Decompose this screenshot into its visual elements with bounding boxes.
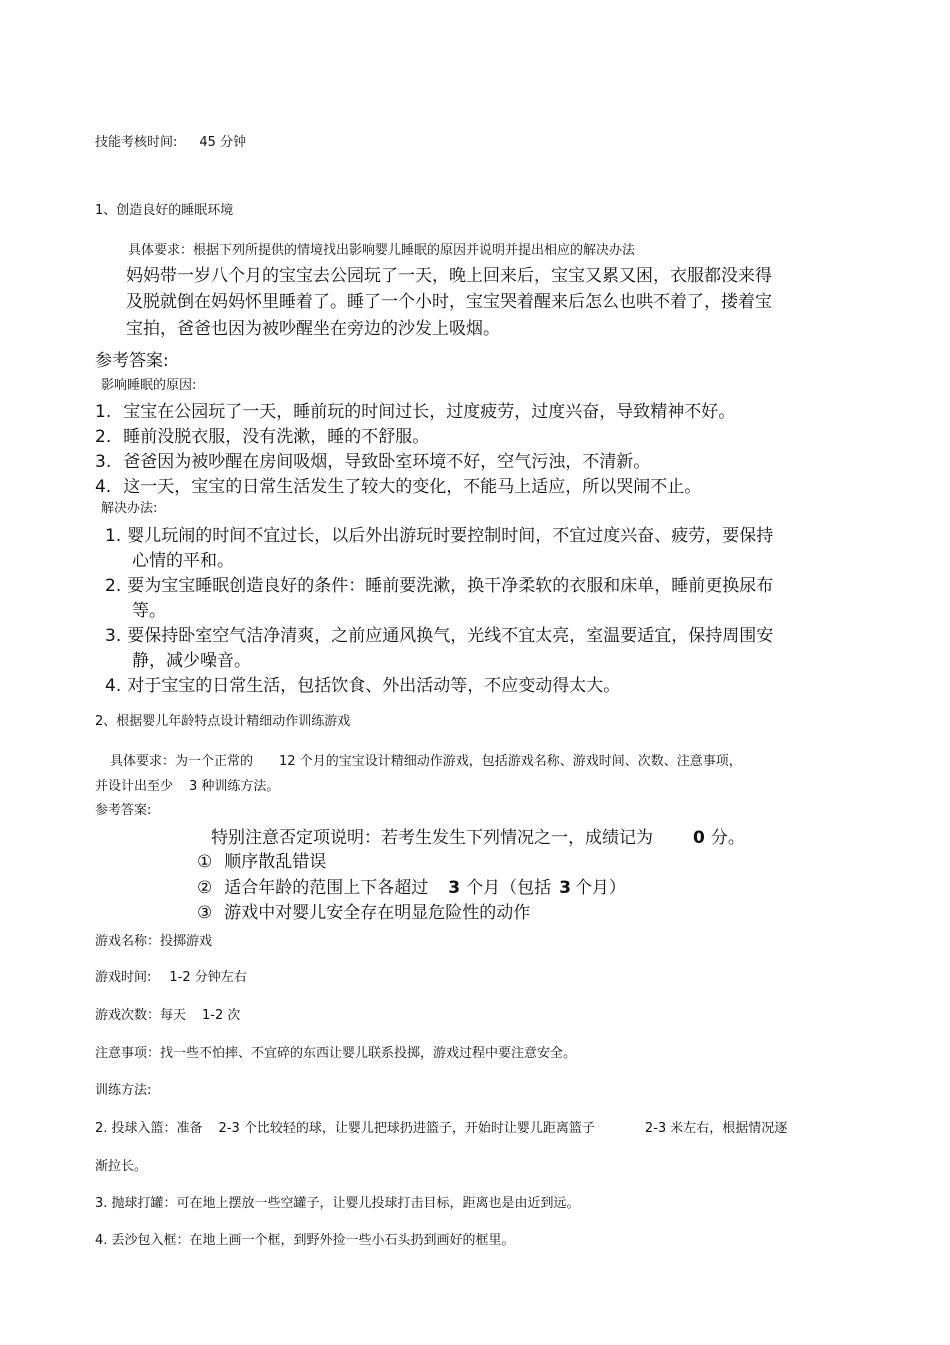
solution-item	[105, 671, 620, 696]
exam-time-line	[95, 131, 246, 150]
answer-heading: 参考答案:	[95, 803, 152, 818]
method-item	[95, 1117, 787, 1136]
game-count	[95, 1004, 240, 1023]
task2-requirement	[110, 750, 742, 769]
negation-item	[197, 898, 530, 923]
negation-text: 顺序散乱错误	[224, 852, 327, 872]
negation-item	[197, 873, 626, 898]
scenario-line: 妈妈带一岁八个月的宝宝去公园玩了一天，晚上回来后，宝宝又累又困，衣服都没来得	[126, 266, 772, 286]
method-item: 3. 抛球打罐：可在地上摆放一些空罐子，让婴儿投球打击目标，距离也是由近到远。	[95, 1196, 580, 1211]
cause-text: 宝宝在公园玩了一天，睡前玩的时间过长，过度疲劳，过度兴奋，导致精神不好。	[123, 402, 736, 422]
cause-number: 1.	[95, 402, 112, 422]
method-continuation: 渐拉长。	[95, 1159, 148, 1174]
negation-text: 个月（包括	[466, 878, 552, 898]
cause-item	[95, 447, 650, 472]
solution-text: 对于宝宝的日常生活，包括饮食、外出活动等，不应变动得太大。	[127, 676, 621, 696]
circled-number: ③	[197, 903, 213, 923]
solution-continuation: 心情的平和。	[132, 551, 234, 571]
task1-title: 1、创造良好的睡眠环境	[95, 203, 234, 218]
task2-requirement-cont	[95, 775, 279, 794]
field-value: 1-2 分钟左右	[169, 970, 247, 985]
solution-item	[105, 571, 773, 596]
requirement-text: 具体要求：为一个正常的	[110, 754, 254, 769]
field-value: 1-2 次	[202, 1008, 241, 1023]
negation-text: 适合年龄的范围上下各超过	[224, 878, 429, 898]
solution-text: 要保持卧室空气洁净清爽，之前应通风换气，光线不宜太亮，室温要适宜，保持周围安	[127, 626, 774, 646]
scenario-line: 及脱就倒在妈妈怀里睡着了。睡了一个小时，宝宝哭着醒来后怎么也哄不着了，搂着宝	[126, 292, 772, 312]
answer-heading: 参考答案:	[95, 351, 169, 371]
solution-continuation: 等。	[132, 601, 166, 621]
solution-continuation: 静，减少噪音。	[132, 651, 251, 671]
cause-text: 这一天，宝宝的日常生活发生了较大的变化，不能马上适应，所以哭闹不止。	[123, 477, 702, 497]
solution-number: 1.	[105, 526, 122, 546]
solution-text: 要为宝宝睡眠创造良好的条件：睡前要洗漱，换干净柔软的衣服和床单，睡前更换尿布	[127, 576, 774, 596]
solutions-heading: 解决办法:	[101, 501, 158, 516]
task2-title: 2、根据婴儿年龄特点设计精细动作训练游戏	[95, 714, 351, 729]
solution-item	[105, 621, 773, 646]
solution-item	[105, 521, 773, 546]
requirement-text: 3 种训练方法。	[189, 779, 280, 794]
causes-heading: 影响睡眠的原因:	[101, 378, 197, 393]
circled-number: ②	[197, 878, 213, 898]
negation-note	[211, 823, 745, 848]
exam-time-value: 45 分钟	[199, 135, 247, 150]
negation-text: 游戏中对婴儿安全存在明显危险性的动作	[224, 903, 531, 923]
method-text: 2. 投球入篮：准备	[95, 1121, 203, 1136]
cause-item	[95, 472, 701, 497]
cause-text: 睡前没脱衣服，没有洗漱，睡的不舒服。	[123, 427, 430, 447]
exam-time-label: 技能考核时间:	[95, 135, 178, 150]
negation-text: 个月）	[574, 878, 626, 898]
negation-number: 3	[559, 878, 571, 898]
cause-number: 2.	[95, 427, 112, 447]
requirement-text: 12 个月的宝宝设计精细动作游戏，包括游戏名称、游戏时间、次数、注意事项，	[279, 754, 742, 769]
notice: 注意事项：找一些不怕摔、不宜碎的东西让婴儿联系投掷，游戏过程中要注意安全。	[95, 1046, 577, 1061]
cause-number: 3.	[95, 452, 112, 472]
negation-number: 3	[448, 878, 461, 898]
method-text: 2-3 个比较轻的球，让婴儿把球扔进篮子，开始时让婴儿距离篮子	[218, 1121, 595, 1136]
note-text: 特别注意否定项说明：若考生发生下列情况之一，成绩记为	[211, 828, 653, 848]
negation-item	[197, 847, 326, 872]
solution-number: 4.	[105, 676, 122, 696]
solution-number: 3.	[105, 626, 122, 646]
solution-text: 婴儿玩闹的时间不宜过长，以后外出游玩时要控制时间，不宜过度兴奋、疲劳，要保持	[127, 526, 774, 546]
circled-number: ①	[197, 852, 213, 872]
field-label: 游戏次数：每天	[95, 1008, 187, 1023]
note-text: 分。	[710, 828, 745, 848]
cause-text: 爸爸因为被吵醒在房间吸烟，导致卧室环境不好，空气污浊，不清新。	[123, 452, 651, 472]
method-text: 2-3 米左右，根据情况逐	[644, 1121, 788, 1136]
game-time	[95, 966, 247, 985]
cause-number: 4.	[95, 477, 112, 497]
solution-number: 2.	[105, 576, 122, 596]
method-item: 4. 丢沙包入框：在地上画一个框，到野外捡一些小石头扔到画好的框里。	[95, 1233, 515, 1248]
cause-item	[95, 422, 429, 447]
game-name: 游戏名称：投掷游戏	[95, 934, 213, 949]
note-score: 0	[693, 828, 705, 848]
methods-heading: 训练方法:	[95, 1083, 152, 1098]
requirement-text: 并设计出至少	[95, 779, 174, 794]
cause-item	[95, 397, 735, 422]
field-label: 游戏时间:	[95, 970, 152, 985]
scenario-line: 宝拍，爸爸也因为被吵醒坐在旁边的沙发上吸烟。	[126, 319, 500, 339]
task1-requirement: 具体要求：根据下列所提供的情境找出影响婴儿睡眠的原因并说明并提出相应的解决办法	[128, 243, 636, 258]
